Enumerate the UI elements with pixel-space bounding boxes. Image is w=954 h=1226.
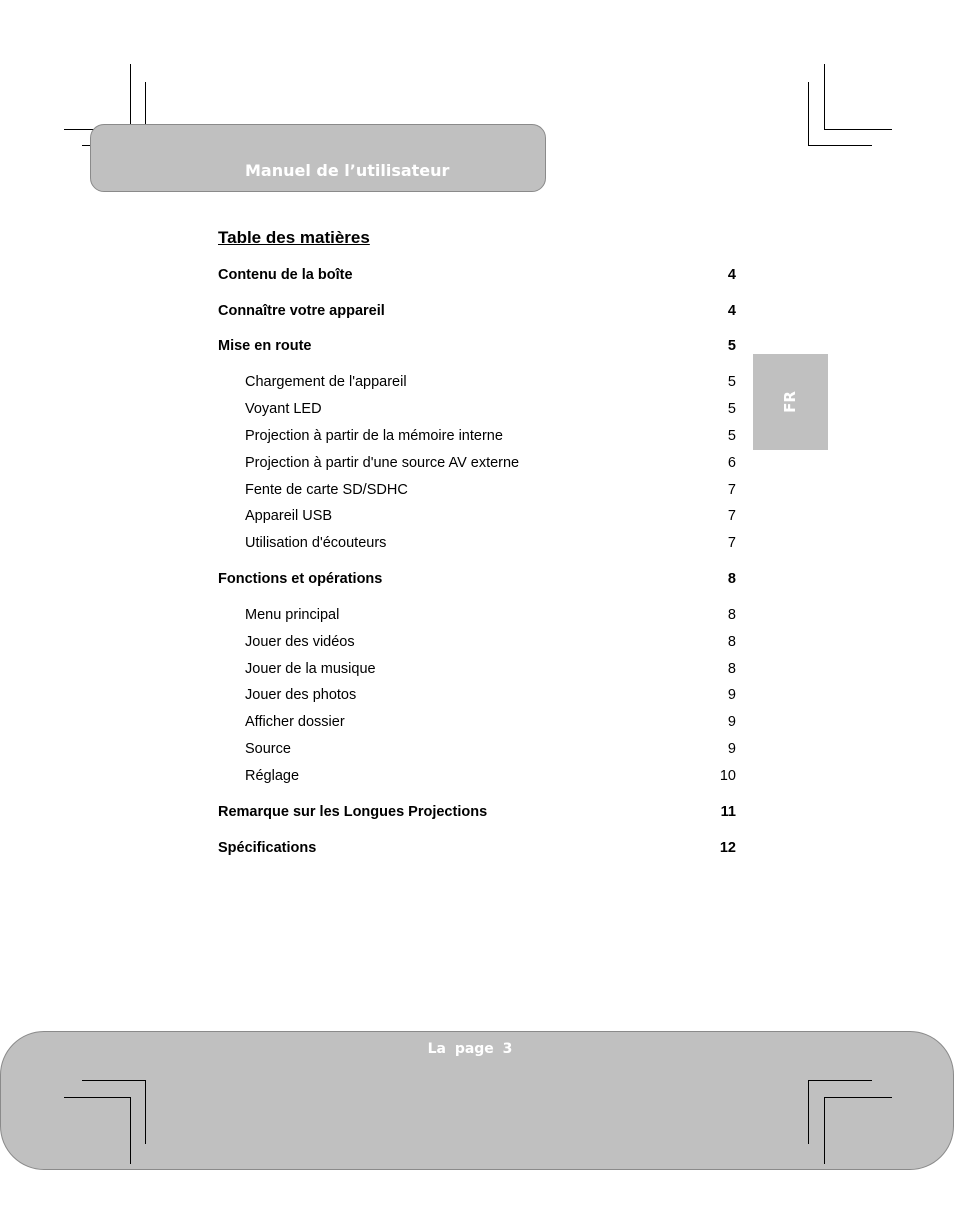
toc-entry-label: Mise en route: [218, 338, 312, 354]
crop-mark: [130, 1097, 131, 1164]
toc-entry-label: Spécifications: [218, 840, 317, 856]
toc-entry-page: 8: [727, 607, 736, 623]
toc-entry-label: Remarque sur les Longues Projections: [218, 804, 488, 820]
toc-entry-page: 5: [727, 428, 736, 444]
toc-entry-label: Voyant LED: [245, 401, 322, 417]
crop-mark: [82, 1080, 146, 1081]
crop-mark: [145, 1080, 146, 1144]
toc-entry-page: 7: [727, 482, 736, 498]
crop-mark: [824, 64, 825, 129]
toc-entry-page: 9: [727, 687, 736, 703]
toc-entry-label: Jouer de la musique: [245, 661, 376, 677]
toc-entry-label: Contenu de la boîte: [218, 267, 353, 283]
toc-entry-page: 4: [727, 267, 736, 283]
toc-entry-label: Fente de carte SD/SDHC: [245, 482, 408, 498]
toc-entry-page: 9: [727, 741, 736, 757]
toc-entry-label: Afficher dossier: [245, 714, 345, 730]
crop-mark: [824, 1097, 825, 1164]
toc-entry-page: 7: [727, 508, 736, 524]
toc-entry-label: Réglage: [245, 768, 300, 784]
crop-mark: [808, 82, 809, 146]
toc-entry-label: Menu principal: [245, 607, 340, 623]
toc-entry-page: 5: [727, 338, 736, 354]
toc-entry-page: 8: [727, 634, 736, 650]
toc-entry-page: 7: [727, 535, 736, 551]
toc-entry-page: 10: [719, 768, 736, 784]
crop-mark: [824, 129, 892, 130]
toc-entry-label: Source: [245, 741, 291, 757]
toc-entry-page: 8: [727, 661, 736, 677]
crop-mark: [824, 1097, 892, 1098]
toc-entry-label: Utilisation d'écouteurs: [245, 535, 387, 551]
toc-entry-label: Projection à partir d'une source AV externe: [245, 455, 520, 471]
toc-entry-page: 5: [727, 401, 736, 417]
header-tab: [90, 124, 546, 192]
crop-mark: [808, 1080, 872, 1081]
toc-entry-label: Projection à partir de la mémoire interne: [245, 428, 503, 444]
toc-entry-page: 5: [727, 374, 736, 390]
crop-mark: [130, 64, 131, 129]
toc-entry-label: Chargement de l'appareil: [245, 374, 407, 390]
crop-mark: [808, 145, 872, 146]
toc-entry-label: Jouer des photos: [245, 687, 357, 703]
page-number: La page 3: [427, 1041, 513, 1057]
header-title: Manuel de l’utilisateur: [245, 161, 450, 180]
toc-entry-page: 11: [720, 804, 736, 820]
toc-entry-label: Appareil USB: [245, 508, 333, 524]
crop-mark: [808, 1080, 809, 1144]
toc-entry-page: 6: [727, 455, 736, 471]
crop-mark: [64, 1097, 130, 1098]
toc-entry-page: 12: [719, 840, 736, 856]
toc-entry-page: 4: [727, 303, 736, 319]
toc-entry-page: 8: [727, 571, 736, 587]
toc-title: Table des matières: [218, 228, 370, 247]
language-tab-label: FR: [781, 391, 799, 413]
toc-entry-label: Jouer des vidéos: [245, 634, 355, 650]
toc-entry-page: 9: [727, 714, 736, 730]
toc-entry-label: Connaître votre appareil: [218, 303, 385, 319]
toc-entry-label: Fonctions et opérations: [218, 571, 383, 587]
